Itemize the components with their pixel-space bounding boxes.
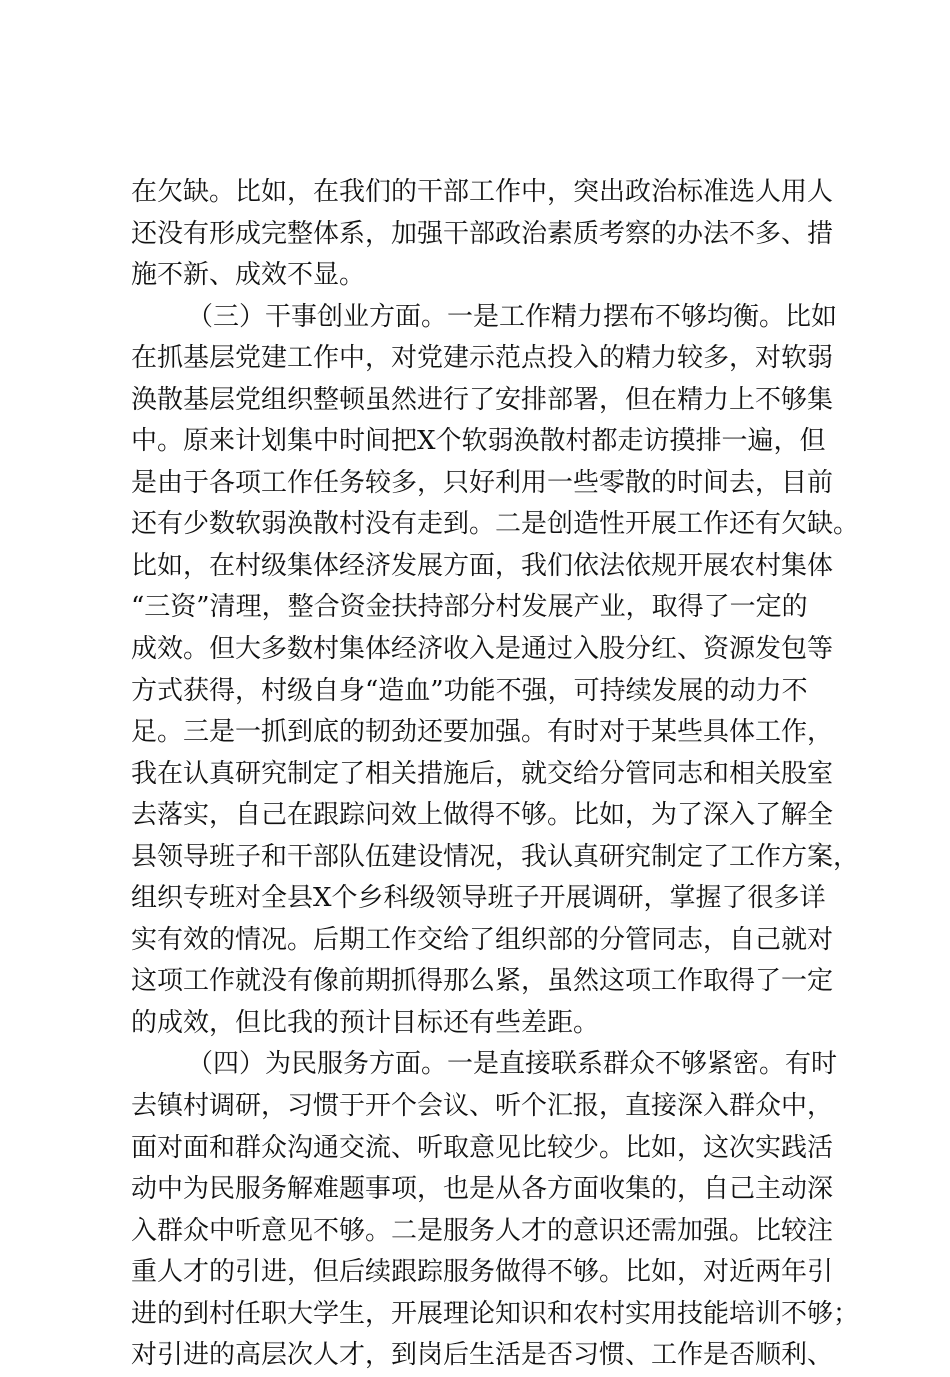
text-line: 足。三是一抓到底的韧劲还要加强。有时对于某些具体工作， xyxy=(131,717,834,748)
text-line: 入群众中听意见不够。二是服务人才的意识还需加强。比较注 xyxy=(131,1215,834,1246)
text-line: 是由于各项工作任务较多，只好利用一些零散的时间去，目前 xyxy=(131,467,834,498)
text-line: 重人才的引进，但后续跟踪服务做得不够。比如，对近两年引 xyxy=(131,1257,834,1288)
text-line: 面对面和群众沟通交流、听取意见比较少。比如，这次实践活 xyxy=(131,1132,834,1163)
section-three-first-line: （三）干事创业方面。一是工作精力摆布不够均衡。比如 xyxy=(187,301,838,332)
text-line: 实有效的情况。后期工作交给了组织部的分管同志，自己就对 xyxy=(131,924,834,955)
text-line: 的成效，但比我的预计目标还有些差距。 xyxy=(131,1007,600,1038)
text-line: 还有少数软弱涣散村没有走到。二是创造性开展工作还有欠缺。 xyxy=(131,509,860,540)
text-line: 动中为民服务解难题事项，也是从各方面收集的，自己主动深 xyxy=(131,1174,834,1205)
text-line: 这项工作就没有像前期抓得那么紧，虽然这项工作取得了一定 xyxy=(131,966,834,997)
text-line: 县领导班子和干部队伍建设情况，我认真研究制定了工作方案， xyxy=(131,841,860,872)
text-line: 中。原来计划集中时间把X个软弱涣散村都走访摸排一遍，但 xyxy=(131,426,826,457)
text-line: 还没有形成完整体系，加强干部政治素质考察的办法不多、措 xyxy=(131,218,834,249)
text-line: 施不新、成效不显。 xyxy=(131,260,366,291)
text-line: 在欠缺。比如，在我们的干部工作中，突出政治标准选人用人 xyxy=(131,177,834,207)
text-line: 在抓基层党建工作中，对党建示范点投入的精力较多，对软弱 xyxy=(131,343,834,374)
text-line: 我在认真研究制定了相关措施后，就交给分管同志和相关股室 xyxy=(131,758,834,789)
text-line: 比如，在村级集体经济发展方面，我们依法依规开展农村集体 xyxy=(131,550,834,581)
text-line: 进的到村任职大学生，开展理论知识和农村实用技能培训不够； xyxy=(131,1298,860,1329)
text-line: 对引进的高层次人才，到岗后生活是否习惯、工作是否顺利、 xyxy=(131,1340,834,1371)
text-line: “三资”清理，整合资金扶持部分村发展产业，取得了一定的 xyxy=(131,592,808,623)
body-text xyxy=(131,172,860,1377)
text-line: 成效。但大多数村集体经济收入是通过入股分红、资源发包等 xyxy=(131,634,834,665)
text-line: 去镇村调研，习惯于开个会议、听个汇报，直接深入群众中， xyxy=(131,1091,834,1122)
section-four-first-line: （四）为民服务方面。一是直接联系群众不够紧密。有时 xyxy=(187,1049,838,1080)
text-line: 涣散基层党组织整顿虽然进行了安排部署，但在精力上不够集 xyxy=(131,384,834,415)
text-line: 方式获得，村级自身“造血”功能不强，可持续发展的动力不 xyxy=(131,675,808,706)
text-line: 去落实，自己在跟踪问效上做得不够。比如，为了深入了解全 xyxy=(131,800,834,831)
text-line: 组织专班对全县X个乡科级领导班子开展调研，掌握了很多详 xyxy=(131,883,826,914)
